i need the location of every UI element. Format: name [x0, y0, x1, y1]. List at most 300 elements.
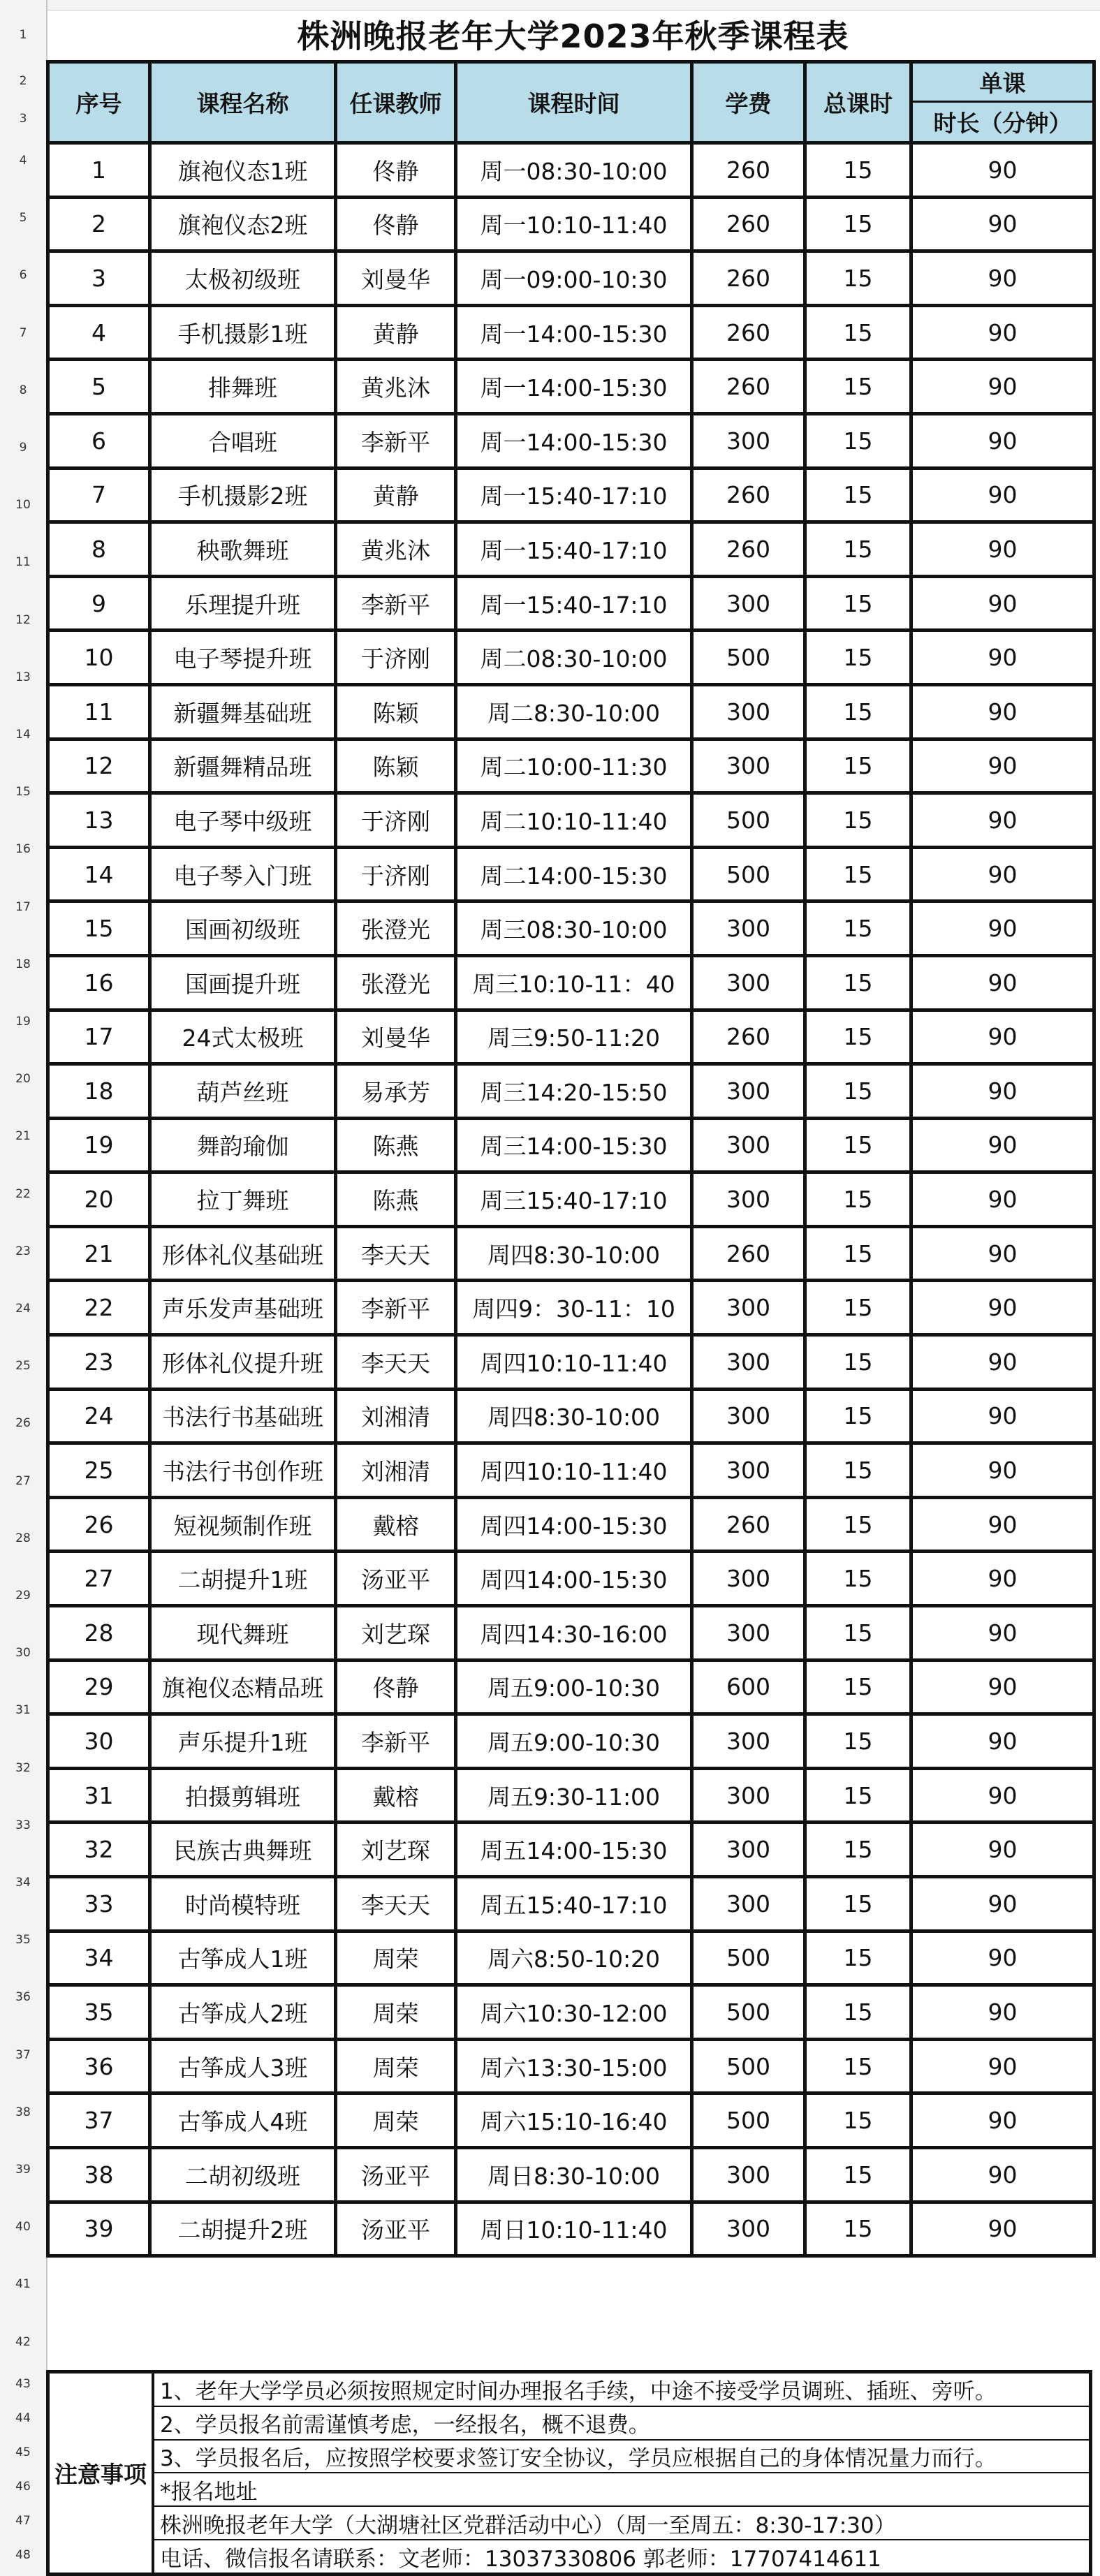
table-row	[48, 631, 1094, 685]
cell-seq: 16	[48, 955, 150, 1010]
row-number: 7	[19, 325, 27, 340]
cell-teacher: 陈燕	[336, 1172, 456, 1227]
cell-course: 手机摄影2班	[150, 468, 336, 522]
note-line: 电话、微信报名请联系：文老师：13037330806 郭老师：17707414611	[160, 2546, 881, 2572]
row-number: 16	[15, 842, 31, 857]
cell-course: 书法行书基础班	[150, 1389, 336, 1443]
table-row	[48, 955, 1094, 1010]
cell-course: 古筝成人4班	[150, 2093, 336, 2148]
cell-course: 乐理提升班	[150, 576, 336, 631]
cell-course: 24式太极班	[150, 1010, 336, 1064]
cell-seq: 26	[48, 1497, 150, 1552]
cell-seq: 5	[48, 360, 150, 414]
cell-course: 拍摄剪辑班	[150, 1768, 336, 1823]
cell-hours: 15	[805, 1172, 911, 1227]
cell-teacher: 戴榕	[336, 1768, 456, 1823]
table-row	[48, 360, 1094, 414]
cell-time: 周一15:40-17:10	[456, 468, 692, 522]
cell-hours: 15	[805, 1118, 911, 1172]
cell-hours: 15	[805, 251, 911, 306]
cell-fee: 500	[692, 1985, 805, 2040]
cell-fee: 300	[692, 2147, 805, 2202]
cell-time: 周四10:10-11:40	[456, 1335, 692, 1390]
row-number: 40	[15, 2220, 31, 2235]
cell-hours: 15	[805, 1985, 911, 2040]
cell-teacher: 李新平	[336, 1281, 456, 1335]
row-number: 5	[19, 211, 27, 226]
cell-time: 周一10:10-11:40	[456, 197, 692, 251]
cell-fee: 500	[692, 2039, 805, 2093]
cell-seq: 39	[48, 2202, 150, 2256]
table-row	[48, 1768, 1094, 1823]
cell-duration: 90	[911, 1606, 1094, 1661]
cell-fee: 300	[692, 1606, 805, 1661]
note-line: 株洲晚报老年大学（大湖塘社区党群活动中心）（周一至周五：8:30-17:30）	[154, 2507, 1089, 2540]
table-row	[48, 1064, 1094, 1119]
cell-fee: 300	[692, 1877, 805, 1931]
row-number: 37	[15, 2047, 31, 2062]
table-row	[48, 847, 1094, 901]
cell-time: 周二08:30-10:00	[456, 631, 692, 685]
cell-teacher: 李新平	[336, 413, 456, 468]
cell-hours: 15	[805, 1877, 911, 1931]
cell-hours: 15	[805, 1931, 911, 1985]
row-number: 6	[19, 268, 27, 283]
cell-duration: 90	[911, 1335, 1094, 1390]
cell-course: 国画初级班	[150, 901, 336, 956]
cell-fee: 300	[692, 1118, 805, 1172]
cell-hours: 15	[805, 901, 911, 956]
cell-hours: 15	[805, 1768, 911, 1823]
row-number: 1	[19, 28, 27, 42]
header-row	[48, 62, 1094, 143]
cell-duration: 90	[911, 901, 1094, 956]
cell-fee: 260	[692, 522, 805, 577]
cell-hours: 15	[805, 684, 911, 739]
page-title: 株洲晚报老年大学2023年秋季课程表	[297, 17, 849, 55]
cell-fee: 300	[692, 955, 805, 1010]
cell-time: 周三10:10-11：40	[456, 955, 692, 1010]
cell-time: 周六13:30-15:00	[456, 2039, 692, 2093]
row-number: 29	[15, 1589, 31, 1603]
cell-fee: 300	[692, 1552, 805, 1606]
row-number: 9	[19, 441, 27, 455]
cell-duration: 90	[911, 631, 1094, 685]
cell-fee: 300	[692, 1335, 805, 1390]
cell-duration: 90	[911, 2093, 1094, 2148]
row-number: 19	[15, 1015, 31, 1029]
cell-time: 周一15:40-17:10	[456, 522, 692, 577]
cell-course: 书法行书创作班	[150, 1443, 336, 1498]
cell-duration: 90	[911, 1714, 1094, 1769]
cell-fee: 300	[692, 1064, 805, 1119]
row-number: 42	[15, 2334, 31, 2349]
cell-teacher: 于济刚	[336, 631, 456, 685]
cell-duration: 90	[911, 847, 1094, 901]
cell-course: 舞韵瑜伽	[150, 1118, 336, 1172]
cell-course: 形体礼仪提升班	[150, 1335, 336, 1390]
row-number: 21	[15, 1129, 31, 1144]
cell-time: 周一14:00-15:30	[456, 360, 692, 414]
cell-teacher: 陈燕	[336, 1118, 456, 1172]
cell-seq: 4	[48, 305, 150, 360]
cell-fee: 300	[692, 1281, 805, 1335]
cell-hours: 15	[805, 2039, 911, 2093]
cell-seq: 32	[48, 1823, 150, 1877]
cell-seq: 29	[48, 1660, 150, 1714]
cell-seq: 18	[48, 1064, 150, 1119]
cell-hours: 15	[805, 1823, 911, 1877]
cell-course: 拉丁舞班	[150, 1172, 336, 1227]
cell-teacher: 于济刚	[336, 793, 456, 848]
cell-time: 周一14:00-15:30	[456, 305, 692, 360]
cell-time: 周三14:00-15:30	[456, 1118, 692, 1172]
cell-teacher: 李天天	[336, 1226, 456, 1281]
cell-duration: 90	[911, 793, 1094, 848]
row-number: 34	[15, 1876, 31, 1890]
note-line: 3、学员报名后，应按照学校要求签订安全协议，学员应根据自己的身体情况量力而行。	[154, 2441, 1089, 2474]
cell-teacher: 周荣	[336, 1931, 456, 1985]
cell-teacher: 戴榕	[336, 1497, 456, 1552]
cell-fee: 260	[692, 468, 805, 522]
cell-teacher: 佟静	[336, 197, 456, 251]
cell-course: 时尚模特班	[150, 1877, 336, 1931]
row-number: 27	[15, 1473, 31, 1488]
cell-duration: 90	[911, 1281, 1094, 1335]
cell-hours: 15	[805, 1226, 911, 1281]
cell-teacher: 黄静	[336, 305, 456, 360]
cell-teacher: 刘湘清	[336, 1389, 456, 1443]
cell-teacher: 于济刚	[336, 847, 456, 901]
cell-seq: 13	[48, 793, 150, 848]
header-seq: 序号	[48, 62, 150, 143]
cell-hours: 15	[805, 1443, 911, 1498]
table-row	[48, 1823, 1094, 1877]
row-number: 43	[15, 2377, 31, 2391]
cell-teacher: 周荣	[336, 1985, 456, 2040]
cell-teacher: 陈颖	[336, 739, 456, 793]
cell-time: 周三08:30-10:00	[456, 901, 692, 956]
cell-seq: 30	[48, 1714, 150, 1769]
cell-teacher: 李天天	[336, 1877, 456, 1931]
cell-time: 周一14:00-15:30	[456, 413, 692, 468]
table-row	[48, 522, 1094, 577]
table-row	[48, 2039, 1094, 2093]
cell-fee: 300	[692, 1768, 805, 1823]
cell-seq: 33	[48, 1877, 150, 1931]
cell-course: 手机摄影1班	[150, 305, 336, 360]
table-row	[48, 1552, 1094, 1606]
cell-time: 周日10:10-11:40	[456, 2202, 692, 2256]
row-number: 2	[19, 74, 27, 88]
cell-hours: 15	[805, 1281, 911, 1335]
cell-time: 周四8:30-10:00	[456, 1389, 692, 1443]
cell-fee: 300	[692, 1823, 805, 1877]
cell-fee: 500	[692, 1931, 805, 1985]
row-number: 3	[19, 112, 27, 126]
cell-time: 周二14:00-15:30	[456, 847, 692, 901]
cell-seq: 3	[48, 251, 150, 306]
cell-fee: 500	[692, 631, 805, 685]
cell-fee: 300	[692, 1389, 805, 1443]
cell-fee: 300	[692, 576, 805, 631]
header-fee: 学费	[692, 62, 805, 143]
cell-time: 周一09:00-10:30	[456, 251, 692, 306]
cell-hours: 15	[805, 793, 911, 848]
cell-course: 电子琴入门班	[150, 847, 336, 901]
cell-duration: 90	[911, 1226, 1094, 1281]
cell-teacher: 汤亚平	[336, 2147, 456, 2202]
row-number: 36	[15, 1990, 31, 2005]
cell-fee: 260	[692, 305, 805, 360]
cell-seq: 2	[48, 197, 150, 251]
cell-seq: 7	[48, 468, 150, 522]
header-course: 课程名称	[150, 62, 336, 143]
cell-teacher: 汤亚平	[336, 1552, 456, 1606]
cell-teacher: 黄静	[336, 468, 456, 522]
cell-fee: 600	[692, 1660, 805, 1714]
row-number: 13	[15, 670, 31, 684]
row-number: 39	[15, 2163, 31, 2177]
row-number: 38	[15, 2105, 31, 2119]
cell-time: 周四8:30-10:00	[456, 1226, 692, 1281]
cell-seq: 1	[48, 143, 150, 198]
cell-seq: 17	[48, 1010, 150, 1064]
cell-seq: 6	[48, 413, 150, 468]
table-row	[48, 793, 1094, 848]
cell-hours: 15	[805, 1497, 911, 1552]
cell-fee: 260	[692, 1226, 805, 1281]
row-number: 10	[15, 498, 31, 513]
cell-teacher: 刘艺琛	[336, 1606, 456, 1661]
course-schedule-table	[46, 60, 1096, 2258]
table-row	[48, 251, 1094, 306]
cell-hours: 15	[805, 1714, 911, 1769]
cell-hours: 15	[805, 1335, 911, 1390]
cell-hours: 15	[805, 360, 911, 414]
cell-seq: 8	[48, 522, 150, 577]
cell-time: 周四14:00-15:30	[456, 1552, 692, 1606]
cell-course: 二胡提升2班	[150, 2202, 336, 2256]
table-row	[48, 1010, 1094, 1064]
cell-time: 周五9:30-11:00	[456, 1768, 692, 1823]
cell-duration: 90	[911, 468, 1094, 522]
cell-course: 声乐提升1班	[150, 1714, 336, 1769]
cell-fee: 500	[692, 2093, 805, 2148]
table-row	[48, 305, 1094, 360]
row-number: 24	[15, 1302, 31, 1316]
cell-fee: 300	[692, 901, 805, 956]
row-number: 41	[15, 2277, 31, 2292]
cell-course: 国画提升班	[150, 955, 336, 1010]
cell-time: 周四9：30-11：10	[456, 1281, 692, 1335]
header-duration-bottom: 时长（分钟）	[933, 110, 1072, 137]
cell-course: 太极初级班	[150, 251, 336, 306]
cell-teacher: 刘湘清	[336, 1443, 456, 1498]
cell-duration: 90	[911, 2202, 1094, 2256]
cell-fee: 500	[692, 847, 805, 901]
cell-time: 周二8:30-10:00	[456, 684, 692, 739]
row-number: 46	[15, 2480, 31, 2494]
row-number: 12	[15, 612, 31, 627]
cell-teacher: 黄兆沐	[336, 522, 456, 577]
cell-time: 周四14:30-16:00	[456, 1606, 692, 1661]
cell-teacher: 刘曼华	[336, 251, 456, 306]
cell-hours: 15	[805, 413, 911, 468]
cell-hours: 15	[805, 955, 911, 1010]
table-row	[48, 684, 1094, 739]
cell-duration: 90	[911, 413, 1094, 468]
cell-seq: 25	[48, 1443, 150, 1498]
cell-seq: 19	[48, 1118, 150, 1172]
cell-duration: 90	[911, 1768, 1094, 1823]
cell-seq: 24	[48, 1389, 150, 1443]
cell-seq: 12	[48, 739, 150, 793]
cell-hours: 15	[805, 2202, 911, 2256]
cell-seq: 15	[48, 901, 150, 956]
cell-fee: 300	[692, 1714, 805, 1769]
table-row	[48, 1714, 1094, 1769]
cell-hours: 15	[805, 1606, 911, 1661]
row-number-gutter	[0, 0, 47, 2576]
cell-hours: 15	[805, 576, 911, 631]
cell-duration: 90	[911, 1389, 1094, 1443]
cell-hours: 15	[805, 847, 911, 901]
notes-label: 注意事项	[50, 2373, 154, 2573]
cell-teacher: 佟静	[336, 143, 456, 198]
cell-course: 二胡初级班	[150, 2147, 336, 2202]
cell-course: 古筝成人2班	[150, 1985, 336, 2040]
cell-teacher: 陈颖	[336, 684, 456, 739]
row-number: 30	[15, 1646, 31, 1661]
cell-course: 声乐发声基础班	[150, 1281, 336, 1335]
cell-time: 周三14:20-15:50	[456, 1064, 692, 1119]
row-number: 23	[15, 1244, 31, 1258]
cell-duration: 90	[911, 684, 1094, 739]
row-number: 8	[19, 383, 27, 397]
row-number: 31	[15, 1703, 31, 1718]
cell-fee: 300	[692, 2202, 805, 2256]
cell-seq: 36	[48, 2039, 150, 2093]
row-number: 20	[15, 1072, 31, 1087]
table-row	[48, 1660, 1094, 1714]
cell-seq: 23	[48, 1335, 150, 1390]
table-row	[48, 143, 1094, 198]
table-row	[48, 468, 1094, 522]
cell-time: 周五14:00-15:30	[456, 1823, 692, 1877]
cell-hours: 15	[805, 1389, 911, 1443]
table-row	[48, 1877, 1094, 1931]
row-number: 17	[15, 899, 31, 914]
cell-time: 周一15:40-17:10	[456, 576, 692, 631]
row-number: 25	[15, 1359, 31, 1374]
cell-seq: 37	[48, 2093, 150, 2148]
cell-teacher: 张澄光	[336, 955, 456, 1010]
notes-section	[46, 2370, 1092, 2576]
cell-seq: 20	[48, 1172, 150, 1227]
row-number: 32	[15, 1760, 31, 1775]
header-duration-top: 单课	[913, 64, 1092, 103]
cell-course: 旗袍仪态2班	[150, 197, 336, 251]
row-number: 26	[15, 1416, 31, 1431]
cell-time: 周六8:50-10:20	[456, 1931, 692, 1985]
cell-course: 旗袍仪态1班	[150, 143, 336, 198]
cell-course: 合唱班	[150, 413, 336, 468]
header-hours: 总课时	[805, 62, 911, 143]
cell-course: 短视频制作班	[150, 1497, 336, 1552]
cell-fee: 260	[692, 143, 805, 198]
cell-seq: 21	[48, 1226, 150, 1281]
cell-seq: 14	[48, 847, 150, 901]
cell-hours: 15	[805, 1010, 911, 1064]
cell-duration: 90	[911, 1660, 1094, 1714]
cell-teacher: 佟静	[336, 1660, 456, 1714]
cell-time: 周四14:00-15:30	[456, 1497, 692, 1552]
cell-course: 二胡提升1班	[150, 1552, 336, 1606]
cell-teacher: 张澄光	[336, 901, 456, 956]
cell-teacher: 刘曼华	[336, 1010, 456, 1064]
cell-time: 周五9:00-10:30	[456, 1660, 692, 1714]
cell-duration: 90	[911, 1118, 1094, 1172]
table-row	[48, 1606, 1094, 1661]
table-row	[48, 1172, 1094, 1227]
cell-duration: 90	[911, 1064, 1094, 1119]
cell-hours: 15	[805, 739, 911, 793]
cell-course: 旗袍仪态精品班	[150, 1660, 336, 1714]
table-row	[48, 1931, 1094, 1985]
cell-hours: 15	[805, 1552, 911, 1606]
cell-course: 现代舞班	[150, 1606, 336, 1661]
row-number: 45	[15, 2445, 31, 2459]
cell-teacher: 刘艺琛	[336, 1823, 456, 1877]
cell-hours: 15	[805, 522, 911, 577]
cell-time: 周六15:10-16:40	[456, 2093, 692, 2148]
cell-seq: 31	[48, 1768, 150, 1823]
cell-hours: 15	[805, 197, 911, 251]
cell-duration: 90	[911, 576, 1094, 631]
cell-duration: 90	[911, 1010, 1094, 1064]
cell-time: 周五9:00-10:30	[456, 1714, 692, 1769]
cell-time: 周四10:10-11:40	[456, 1443, 692, 1498]
cell-time: 周三15:40-17:10	[456, 1172, 692, 1227]
cell-duration: 90	[911, 251, 1094, 306]
note-line: 2、学员报名前需谨慎考虑，一经报名，概不退费。	[154, 2407, 1089, 2441]
cell-fee: 300	[692, 739, 805, 793]
cell-hours: 15	[805, 2147, 911, 2202]
cell-course: 葫芦丝班	[150, 1064, 336, 1119]
cell-duration: 90	[911, 1823, 1094, 1877]
table-row	[48, 2147, 1094, 2202]
cell-seq: 22	[48, 1281, 150, 1335]
cell-course: 排舞班	[150, 360, 336, 414]
cell-fee: 260	[692, 360, 805, 414]
cell-time: 周二10:10-11:40	[456, 793, 692, 848]
cell-time: 周五15:40-17:10	[456, 1877, 692, 1931]
table-row	[48, 1443, 1094, 1498]
cell-fee: 300	[692, 1172, 805, 1227]
cell-duration: 90	[911, 1931, 1094, 1985]
header-time: 课程时间	[456, 62, 692, 143]
table-row	[48, 1985, 1094, 2040]
cell-course: 电子琴中级班	[150, 793, 336, 848]
cell-seq: 35	[48, 1985, 150, 2040]
cell-duration: 90	[911, 197, 1094, 251]
cell-hours: 15	[805, 143, 911, 198]
table-row	[48, 1497, 1094, 1552]
table-row	[48, 1335, 1094, 1390]
header-duration	[911, 62, 1094, 143]
cell-fee: 260	[692, 251, 805, 306]
